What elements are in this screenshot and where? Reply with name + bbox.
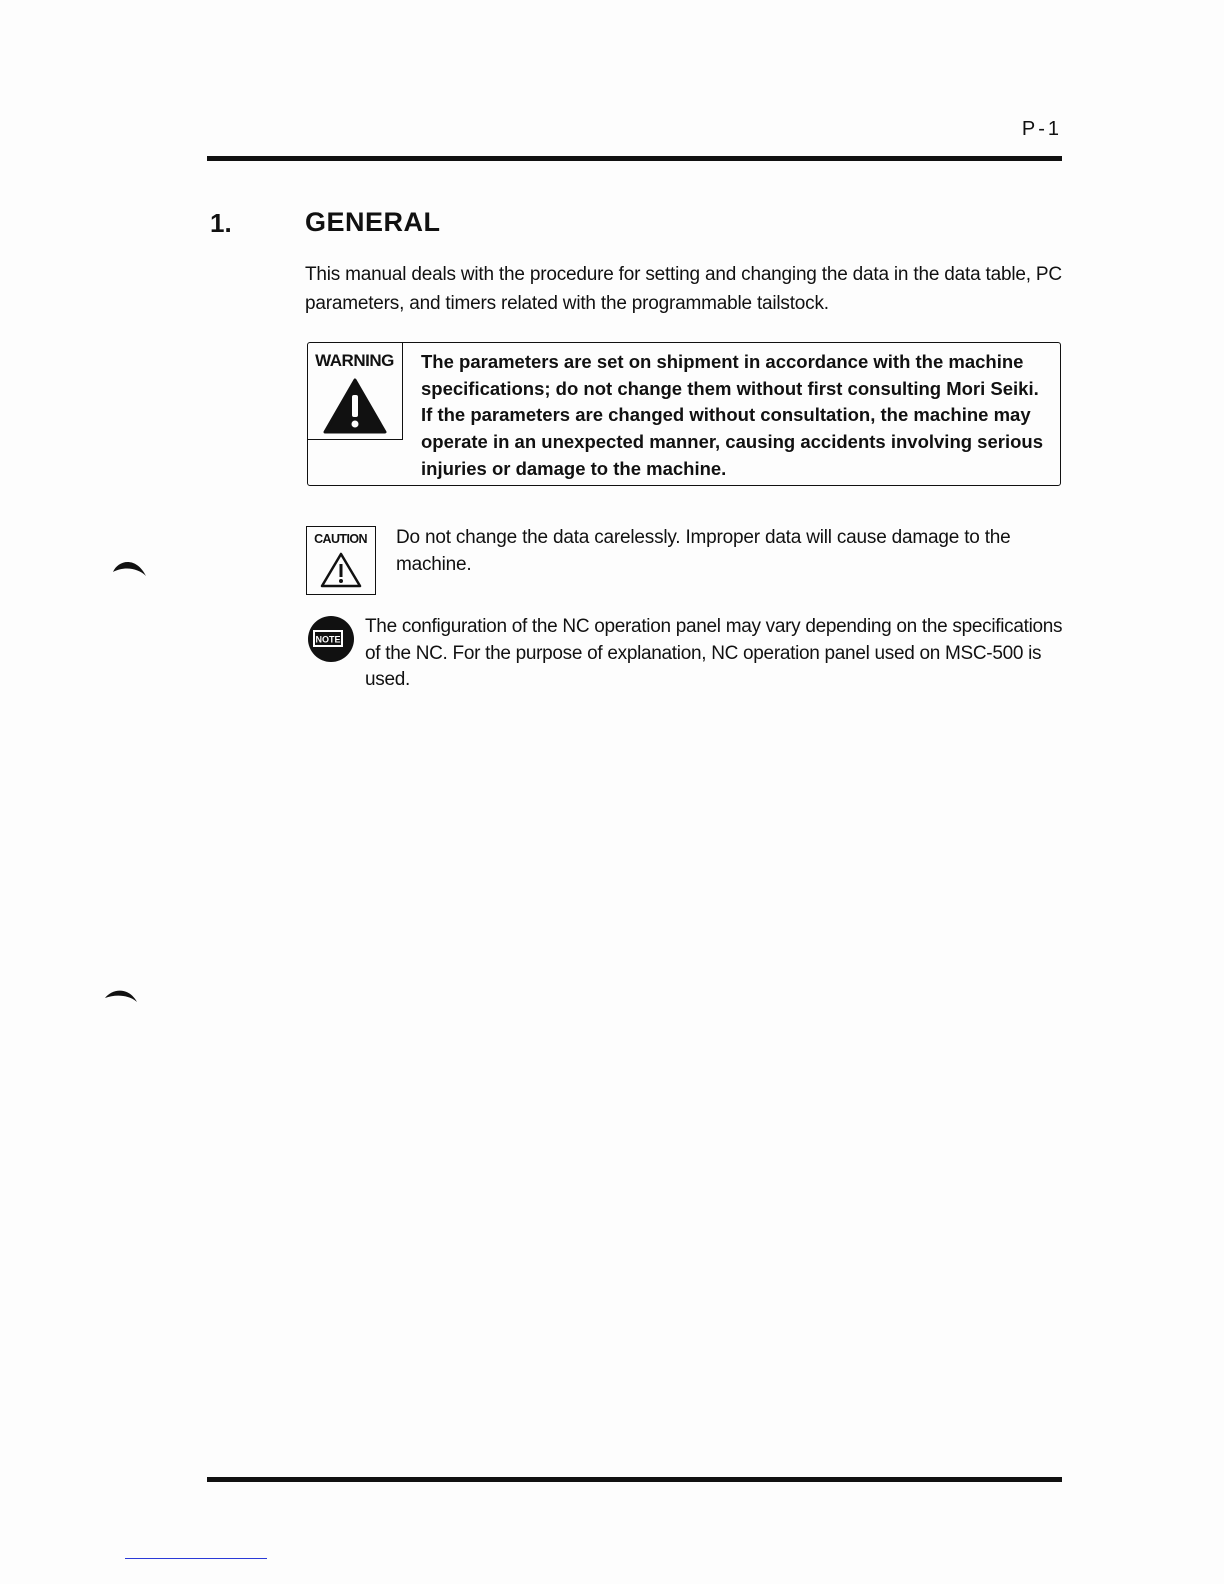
warning-label: WARNING [315, 351, 394, 370]
footer-rule [207, 1477, 1062, 1482]
note-icon [307, 615, 355, 663]
caution-box [306, 526, 376, 595]
warning-triangle-icon [322, 377, 388, 435]
intro-paragraph: This manual deals with the procedure for setting and changing the data in the data table, PC parameters, and timers related with the programmable tailstock. [305, 264, 1062, 314]
binder-hole-mark [104, 984, 140, 1006]
section-number: 1. [210, 208, 232, 238]
footer-link-underline [125, 1558, 267, 1559]
caution-triangle-icon [319, 551, 363, 589]
warning-text: The parameters are set on shipment in accordance with the machine specifications; do not change them without first consulting Mori Seiki. If the parameters are changed without consultation, the machine may operate in an unexpected manner, causing accidents involving serious injuries or damage to the machine. [421, 351, 1043, 479]
binder-hole-mark [112, 556, 148, 578]
section-title: GENERAL [305, 207, 441, 237]
warning-box [307, 342, 1061, 486]
note-text: The configuration of the NC operation panel may vary depending on the specifications of the NC. For the purpose of explanation, NC operation panel used on MSC-500 is used. [365, 616, 1063, 690]
caution-text: Do not change the data carelessly. Improper data will cause damage to the machine. [396, 527, 1011, 575]
warning-label-box [308, 343, 403, 440]
page-number: P-1 [1021, 118, 1062, 140]
caution-label: CAUTION [314, 532, 367, 546]
header-rule [207, 156, 1062, 161]
note-icon-label: NOTE [315, 634, 341, 645]
